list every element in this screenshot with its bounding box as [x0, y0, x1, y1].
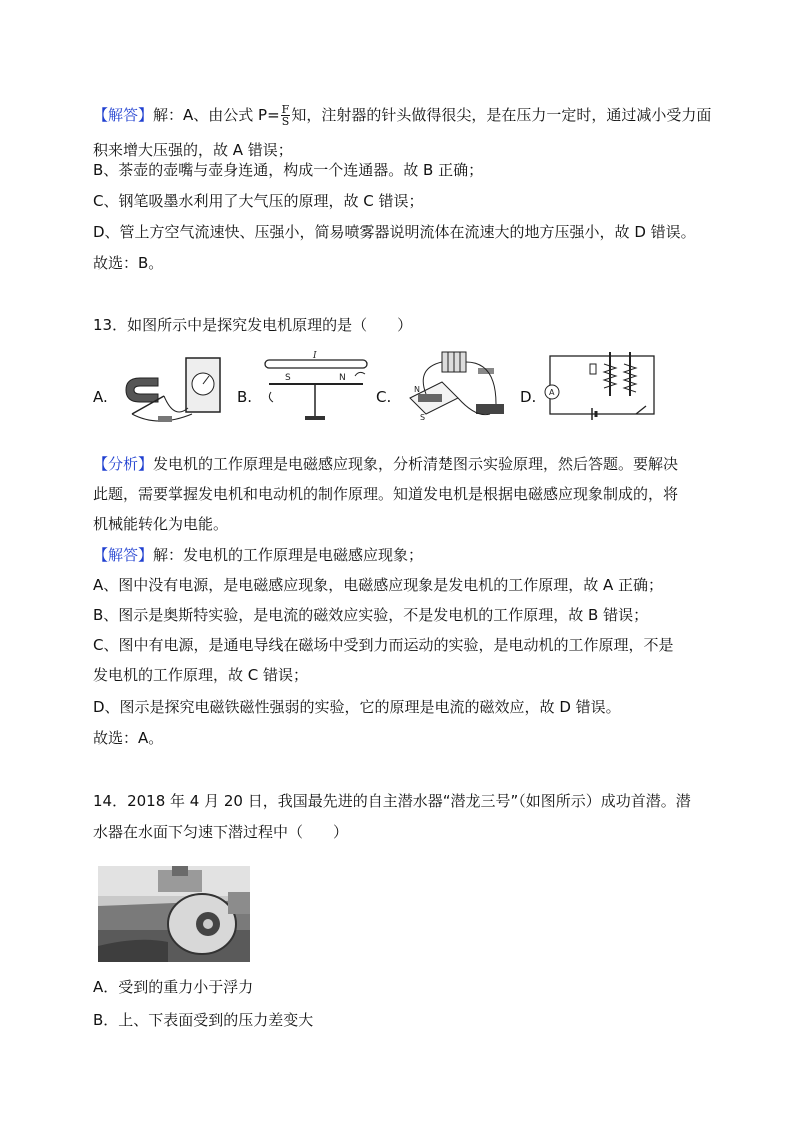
q14-option-a: A．受到的重力小于浮力: [93, 978, 254, 996]
svg-text:N: N: [339, 373, 346, 383]
q13-stem: 13．如图所示中是探究发电机原理的是（ ）: [93, 316, 413, 334]
svg-text:S: S: [420, 413, 426, 422]
q12-answer-line-1: [93, 104, 711, 127]
q12-answer-line-2: 积来增大压强的，故 A 错误；: [93, 141, 293, 159]
q13-answer-line-5: 发电机的工作原理，故 C 错误；: [93, 666, 309, 684]
q13-option-c-label: C.: [376, 388, 392, 406]
answer-tag: 【解答】: [93, 546, 154, 564]
fraction-denominator: S: [281, 115, 290, 128]
q13-figure-d: [540, 346, 660, 430]
q13-option-d-label: D.: [520, 388, 537, 406]
q13-analysis-line-2: 此题，需要掌握发电机和电动机的制作原理。知道发电机是根据电磁感应现象制成的，将: [93, 485, 679, 503]
q13-answer-text: 解：发电机的工作原理是电磁感应现象；: [153, 546, 424, 564]
q13-answer-line-7: 故选：A。: [93, 729, 164, 747]
answer-tag: 【解答】: [93, 106, 154, 124]
svg-text:I: I: [313, 351, 317, 361]
q12-answer-line-5: D、管上方空气流速快、压强小，简易喷雾器说明流体在流速大的地方压强小，故 D 错误。: [93, 223, 696, 241]
submersible-photo: [98, 866, 250, 962]
q13-figure-b: [255, 350, 375, 430]
q13-answer-line-3: B、图示是奥斯特实验，是电流的磁效应实验，不是发电机的工作原理，故 B 错误；: [93, 606, 649, 624]
q12-text: 知，注射器的针头做得很尖，是在压力一定时，通过减小受力面: [291, 106, 712, 124]
q13-figure-a: [118, 350, 230, 430]
q12-answer-line-4: C、钢笔吸墨水利用了大气压的原理，故 C 错误；: [93, 192, 424, 210]
q13-analysis-text: 发电机的工作原理是电磁感应现象，分析清楚图示实验原理，然后答题。要解决: [153, 455, 679, 473]
q14-option-b: B．上、下表面受到的压力差变大: [93, 1011, 314, 1029]
q14-stem-line-2: 水器在水面下匀速下潜过程中（ ）: [93, 823, 349, 841]
q13-analysis-line-1: [93, 454, 678, 474]
q13-option-b-label: B.: [237, 388, 253, 406]
svg-text:S: S: [285, 373, 291, 383]
q13-answer-line-6: D、图示是探究电磁铁磁性强弱的实验，它的原理是电流的磁效应，故 D 错误。: [93, 698, 621, 716]
analysis-tag: 【分析】: [93, 455, 154, 473]
q12-answer-line-3: B、茶壶的壶嘴与壶身连通，构成一个连通器。故 B 正确；: [93, 161, 484, 179]
q13-analysis-line-3: 机械能转化为电能。: [93, 515, 229, 533]
q13-option-a-label: A.: [93, 388, 108, 406]
q14-stem-line-1: 14．2018 年 4 月 20 日，我国最先进的自主潜水器“潜龙三号”（如图所示）成功首潜。潜: [93, 792, 691, 810]
pressure-fraction: [281, 104, 291, 127]
q12-text: 解：A、由公式 P=: [153, 106, 280, 124]
q13-answer-line-1: [93, 545, 423, 565]
q13-figure-c: [396, 348, 518, 430]
q13-answer-line-2: A、图中没有电源，是电磁感应现象，电磁感应现象是发电机的工作原理，故 A 正确；: [93, 576, 664, 594]
fraction-numerator: F: [281, 103, 290, 116]
svg-text:N: N: [414, 385, 420, 394]
svg-text:A: A: [549, 388, 555, 397]
q13-answer-line-4: C、图中有电源，是通电导线在磁场中受到力而运动的实验，是电动机的工作原理，不是: [93, 636, 674, 654]
q12-answer-line-6: 故选：B。: [93, 254, 164, 272]
